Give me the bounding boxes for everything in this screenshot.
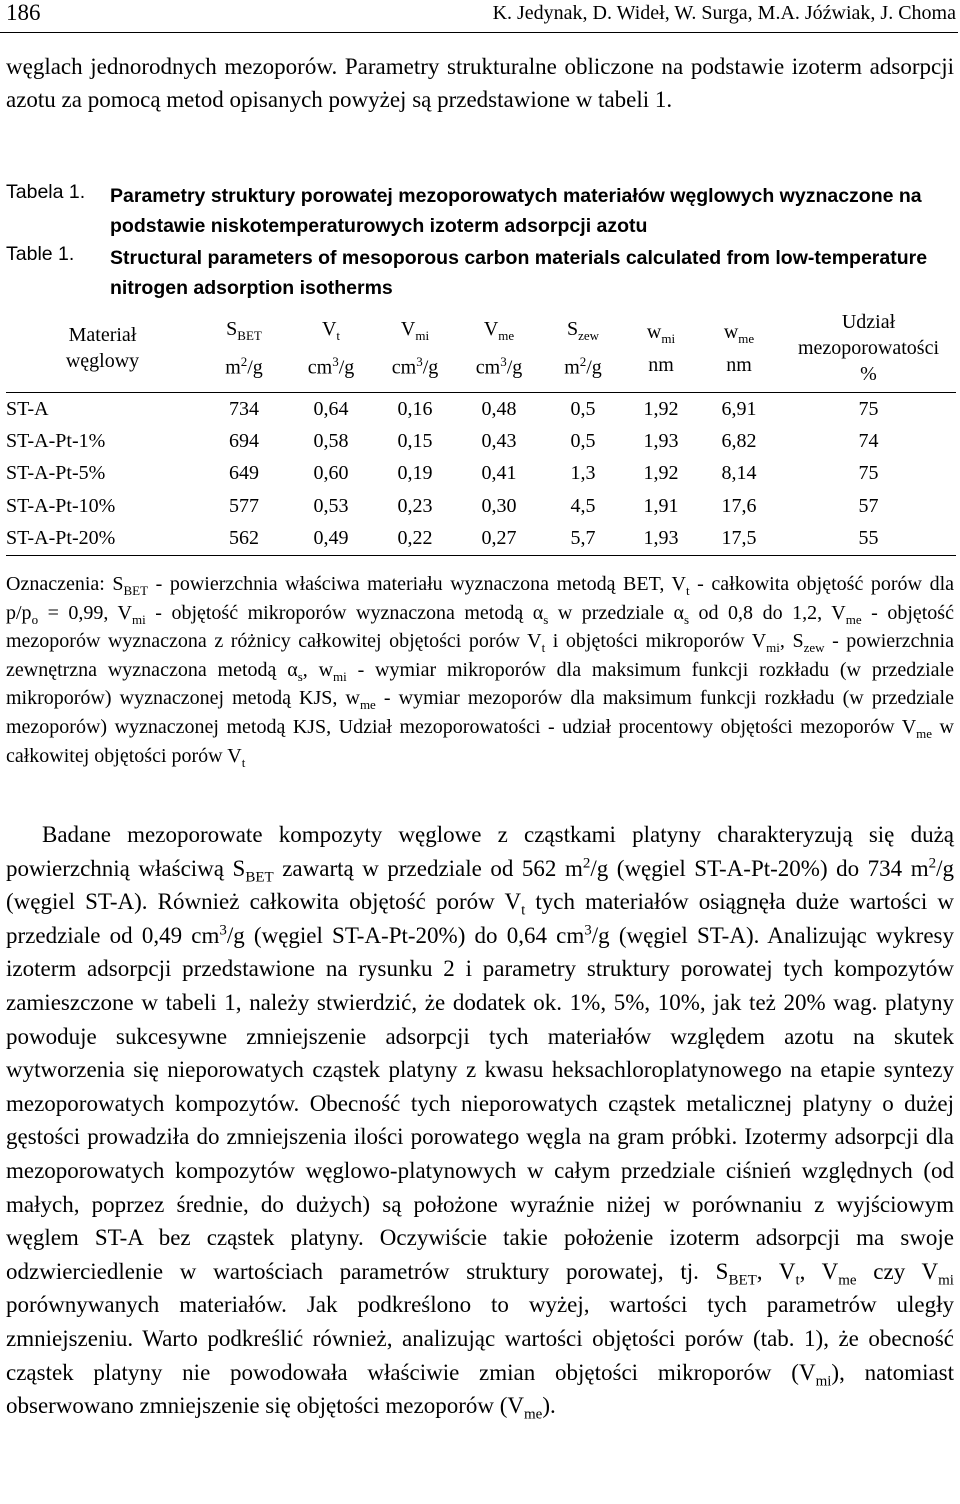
table-row xyxy=(6,393,956,426)
caption-label-pl: Tabela 1. xyxy=(6,181,86,203)
table-caption-pl xyxy=(6,181,956,241)
header-s-bet: $S_{BET}$ $m^2/g$ xyxy=(225,317,263,379)
caption-text-pl: Parametry struktury porowatej mezoporowatych materiałów węglowych wyznaczone na podstawie niskotemperaturowych izoterm adsorpcji azotu xyxy=(110,185,922,237)
cell-mesoporosity-share: 57 xyxy=(858,495,879,518)
header-w-mi: $w_{mi}$ nm xyxy=(646,320,676,376)
cell-v-mi: 0,19 xyxy=(397,462,433,485)
cell-s-bet: 734 xyxy=(229,397,259,420)
cell-v-mi: 0,23 xyxy=(397,495,433,518)
cell-v-me: 0,30 xyxy=(481,495,517,518)
cell-s-zew: 4,5 xyxy=(570,495,596,518)
cell-w-me: 17,5 xyxy=(721,527,757,550)
table-row xyxy=(6,458,956,491)
cell-material: ST-A xyxy=(6,397,49,420)
cell-material: ST-A-Pt-10% xyxy=(6,495,116,518)
cell-v-t: 0,58 xyxy=(313,429,349,452)
cell-v-me: 0,48 xyxy=(481,397,517,420)
table-caption-en xyxy=(6,243,956,303)
header-v-t: $V_t$ $cm^3/g$ xyxy=(307,317,355,379)
cell-s-zew: 5,7 xyxy=(570,527,596,550)
cell-v-me: 0,41 xyxy=(481,462,517,485)
table-legend: Oznaczenia: $S_{BET}$ - powierzchnia właściwa materiału wyznaczona metodą BET, $V_t$ - całkowita objętość porów dla $p/p_o = 0,99$, $V_{mi}$ - objętość mikroporów wyznaczona metodą $\alpha_s$ w przedziale $\alpha_s$ od 0,8 do 1,2, $V_{me}$ - objętość mezoporów wyznaczona z różnicy całkowitej objętości porów $V_t$ i objętości mikroporów $V_{mi}$, $S_{zew}$ - powierzchnia zewnętrzna wyznaczona metodą $\alpha_s$, $w_{mi}$ - wymiar mikroporów dla maksimum funkcji rozkładu (w przedziale mikroporów) wyznaczonej metodą KJS, $w_{me}$ - wymiar mezoporów dla maksimum funkcji rozkładu (w przedziale mezoporów) wyznaczonej metodą KJS, Udział mezoporowatości - udział procentowy objętości mezoporów $V_{me}$ w całkowitej objętości porów $V_t$ xyxy=(6,573,954,770)
cell-v-me: 0,27 xyxy=(481,527,517,550)
cell-v-mi: 0,22 xyxy=(397,527,433,550)
cell-mesoporosity-share: 55 xyxy=(858,527,879,550)
cell-material: ST-A-Pt-20% xyxy=(6,527,116,550)
table-row xyxy=(6,425,956,458)
cell-v-t: 0,64 xyxy=(313,397,349,420)
header-v-me: $V_{me}$ $cm^3/g$ xyxy=(475,317,523,379)
caption-text-en: Structural parameters of mesoporous carbon materials calculated from low-temperature nitrogen adsorption isotherms xyxy=(110,247,928,299)
cell-v-t: 0,60 xyxy=(313,462,349,485)
cell-w-me: 8,14 xyxy=(721,462,757,485)
cell-s-bet: 649 xyxy=(229,462,259,485)
intro-paragraph: węglach jednorodnych mezoporów. Parametry strukturalne obliczone na podstawie izoterm adsorpcji azotu za pomocą metod opisanych powyżej są przedstawione w tabeli 1. xyxy=(6,54,954,112)
cell-v-t: 0,53 xyxy=(313,495,349,518)
cell-w-mi: 1,91 xyxy=(643,495,679,518)
header-s-zew: $S_{zew}$ $m^2/g$ xyxy=(564,317,602,379)
cell-mesoporosity-share: 74 xyxy=(858,429,879,452)
body-paragraph: Badane mezoporowate kompozyty węglowe z cząstkami platyny charakteryzują się dużą powierzchnią właściwą $S_{BET}$ zawartą w przedziale od 562 $m^2/g$ (węgiel ST-A-Pt-20%) do 734 $m^2/g$ (węgiel ST-A). Również całkowita objętość porów $V_t$ tych materiałów osiągnęła duże wartości w przedziale od 0,49 $cm^3/g$ (węgiel ST-A-Pt-20%) do 0,64 $cm^3/g$ (węgiel ST-A). Analizując wykresy izoterm adsorpcji przedstawione na rysunku 2 i parametry struktury porowatej tych kompozytów zamieszczone w tabeli 1, należy stwierdzić, że dodatek ok. 1%, 5%, 10%, jak też 20% wag. platyny powoduje sukcesywne zmniejszenie adsorpcji tych materiałów względem azotu na skutek wytworzenia się nieporowatych cząstek platyny z kwasu heksachloroplatynowego na etapie syntezy mezoporowatych kompozytów. Obecność tych nieporowatych cząstek metalicznej platyny o dużej gęstości prowadziła do zmniejszenia ilości porowatego węgla na gram próbki. Izotermy adsorpcji dla mezoporowatych kompozytów węglowo-platynowych w całym przedziale ciśnień względnych (od małych, poprzez średnie, do dużych) są położone wyraźnie niżej w porównaniu z wyjściowym węglem ST-A bez cząstek platyny. Oczywiście takie położenie izoterm adsorpcji ma swoje odzwierciedlenie w wartościach parametrów struktury porowatej, tj. $S_{BET}$, $V_t$, $V_{me}$ czy $V_{mi}$ porównywanych materiałów. Jak podkreślono to wyżej, wartości tych parametrów uległy zmniejszeniu. Warto podkreślić również, analizując wartości objętości porów (tab. 1), że obecność cząstek platyny nie powodowała właściwie zmian objętości mikroporów $(V_{mi})$, natomiast obserwowano zmniejszenie się objętości mezoporów $(V_{me})$. xyxy=(6,822,955,1423)
caption-label-en: Table 1. xyxy=(6,243,75,265)
header-mesoporosity-share: Udział mezoporowatości % xyxy=(797,311,940,385)
header-w-me: $w_{me}$ nm xyxy=(723,320,755,376)
data-table xyxy=(6,304,956,556)
cell-v-mi: 0,16 xyxy=(397,397,433,420)
cell-s-bet: 694 xyxy=(229,429,259,452)
cell-w-mi: 1,92 xyxy=(643,462,679,485)
header-material: Materiał węglowy xyxy=(65,324,140,372)
cell-s-bet: 577 xyxy=(229,495,259,518)
cell-v-mi: 0,15 xyxy=(397,429,433,452)
cell-v-t: 0,49 xyxy=(313,527,349,550)
table-header-row xyxy=(6,304,956,393)
cell-w-mi: 1,93 xyxy=(643,429,679,452)
cell-material: ST-A-Pt-5% xyxy=(6,462,106,485)
page-number: 186 xyxy=(6,0,41,25)
cell-v-me: 0,43 xyxy=(481,429,517,452)
cell-w-me: 17,6 xyxy=(721,495,757,518)
cell-w-mi: 1,92 xyxy=(643,397,679,420)
table-row xyxy=(6,490,956,523)
running-header xyxy=(0,0,958,33)
header-v-mi: $V_{mi}$ $cm^3/g$ xyxy=(391,317,439,379)
cell-mesoporosity-share: 75 xyxy=(858,397,879,420)
running-head-authors: K. Jedynak, D. Wideł, W. Surga, M.A. Jóźwiak, J. Choma xyxy=(492,2,956,24)
cell-material: ST-A-Pt-1% xyxy=(6,429,106,452)
cell-w-mi: 1,93 xyxy=(643,527,679,550)
cell-s-zew: 0,5 xyxy=(570,397,596,420)
table-row xyxy=(6,523,956,556)
cell-s-zew: 0,5 xyxy=(570,429,596,452)
cell-w-me: 6,91 xyxy=(721,397,757,420)
cell-s-zew: 1,3 xyxy=(570,462,596,485)
cell-w-me: 6,82 xyxy=(721,429,757,452)
cell-s-bet: 562 xyxy=(229,527,259,550)
cell-mesoporosity-share: 75 xyxy=(858,462,879,485)
